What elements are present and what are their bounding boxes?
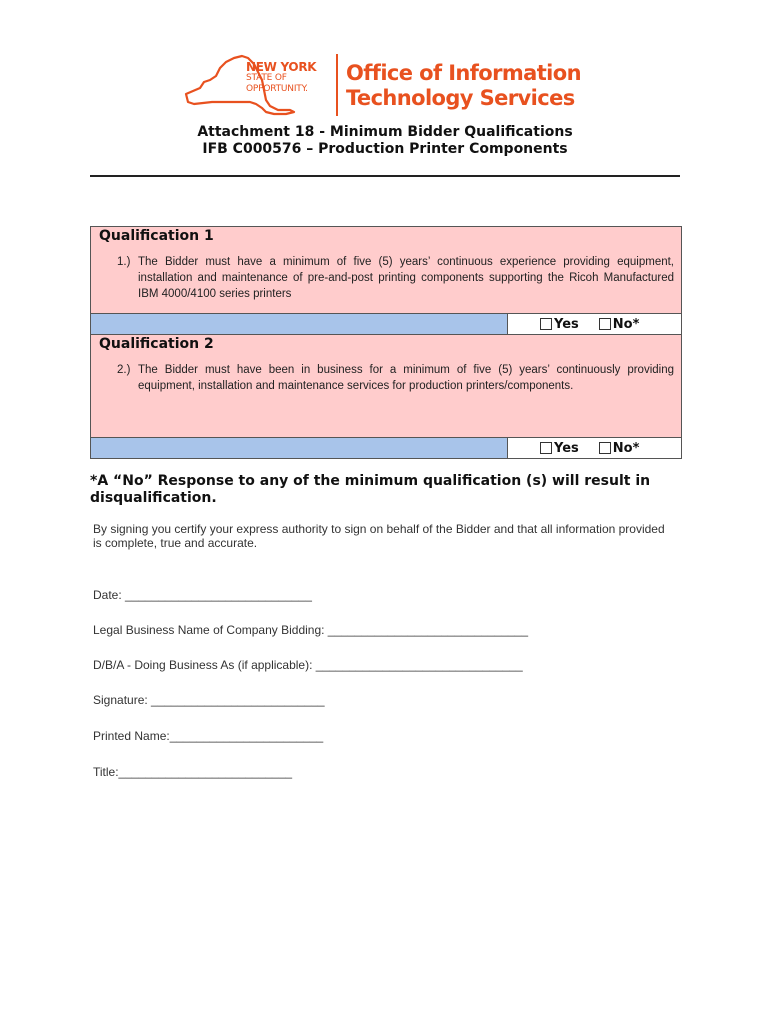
nys-wordmark: NEW YORK STATE OF OPPORTUNITY. — [246, 60, 317, 94]
qualification-title: Qualification 1 — [99, 228, 214, 244]
date-field[interactable]: Date: ____________________________ — [93, 588, 312, 602]
logo-divider — [336, 54, 338, 116]
nys-its-logo — [182, 52, 592, 118]
disqualification-warning: *A “No” Response to any of the minimum qualification (s) will result in disqualification. — [90, 473, 651, 506]
qualification-2-answer-row — [91, 437, 681, 458]
yes-option[interactable]: Yes — [540, 441, 579, 456]
requirement-text: The Bidder must have a minimum of five (5) years’ continuous experience providing equipment, installation and maintenance of pre-and-post printing components supporting the Ricoh Manufactured IBM 4000/4100 series printers — [138, 256, 674, 300]
agency-name: Office of Information Technology Services — [346, 61, 581, 110]
requirement-number: 2.) — [117, 364, 131, 376]
qualification-title: Qualification 2 — [99, 336, 214, 352]
document-subtitle: IFB C000576 – Production Printer Components — [202, 141, 568, 157]
qualification-2 — [91, 335, 681, 437]
answer-bar — [91, 314, 508, 334]
qualifications-table — [90, 226, 682, 459]
legal-business-name-field[interactable]: Legal Business Name of Company Bidding: ______________________________ — [93, 623, 529, 637]
title-field[interactable]: Title:__________________________ — [93, 765, 293, 779]
answer-bar — [91, 438, 508, 458]
dba-field[interactable]: D/B/A - Doing Business As (if applicable): _______________________________ — [93, 658, 523, 672]
answer-choices — [508, 314, 681, 334]
yes-checkbox[interactable] — [540, 442, 552, 454]
qualification-1-answer-row — [91, 313, 681, 335]
yes-checkbox[interactable] — [540, 318, 552, 330]
no-option[interactable]: No* — [599, 441, 640, 456]
header-divider — [90, 175, 680, 177]
qualification-requirement — [111, 254, 674, 302]
qualification-1 — [91, 227, 681, 313]
yes-option[interactable]: Yes — [540, 317, 579, 332]
printed-name-field[interactable]: Printed Name:_______________________ — [93, 729, 324, 743]
no-option[interactable]: No* — [599, 317, 640, 332]
no-checkbox[interactable] — [599, 318, 611, 330]
requirement-text: The Bidder must have been in business for a minimum of five (5) years’ continuously providing equipment, installation and maintenance services for production printers/components. — [138, 364, 674, 392]
requirement-number: 1.) — [117, 256, 131, 268]
certification-statement: By signing you certify your express authority to sign on behalf of the Bidder and that all information provided is complete, true and accurate. — [93, 522, 665, 550]
signature-field[interactable]: Signature: __________________________ — [93, 693, 325, 707]
answer-choices — [508, 438, 681, 458]
no-checkbox[interactable] — [599, 442, 611, 454]
document-title: Attachment 18 - Minimum Bidder Qualifications — [197, 124, 573, 140]
qualification-requirement — [111, 362, 674, 394]
